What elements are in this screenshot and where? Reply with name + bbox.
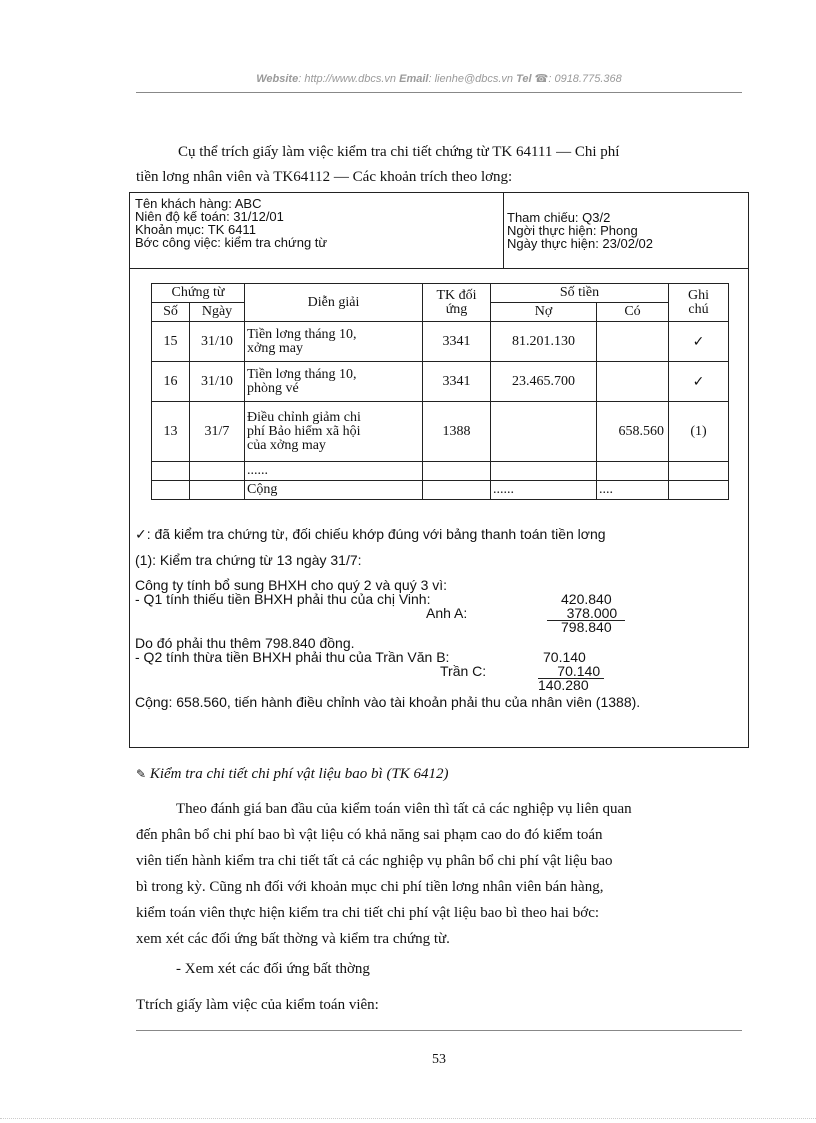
note-header-line-2: chú <box>688 301 709 317</box>
total-credit: .... <box>597 481 669 500</box>
section-title: Kiểm tra chi tiết chi phí vật liệu bao bì (TK 6412) <box>149 766 449 782</box>
row-description-line: xởng may <box>247 340 304 356</box>
table-row <box>152 362 729 402</box>
row-description-line: của xởng may <box>247 437 326 453</box>
client-name: Tên khách hàng: ABC <box>135 196 262 211</box>
debit-header: Nợ <box>491 303 597 322</box>
table-total-row <box>152 481 729 500</box>
q2-total: 140.280 <box>538 677 589 693</box>
reference: Tham chiếu: Q3/2 <box>507 210 611 225</box>
page-number: 53 <box>432 1052 446 1067</box>
q1-total: 798.840 <box>561 619 612 635</box>
row-date: 31/10 <box>190 362 245 402</box>
workpaper-right-info <box>507 211 653 250</box>
body-line-6: xem xét các đối ứng bất thờng và kiểm tra chứng từ. <box>136 931 450 947</box>
row-description <box>245 402 423 462</box>
q1-person-b: Anh A: <box>426 605 468 621</box>
row-number: 15 <box>152 322 190 362</box>
body-line-4: bì trong kỳ. Cũng nh đối với khoản mục chi phí tiền lơng nhân viên bán hàng, <box>136 879 604 895</box>
q1-line: - Q1 tính thiếu tiền BHXH phải thu của chị Vinh: <box>135 591 431 607</box>
row-date: 31/7 <box>190 402 245 462</box>
step-line: - Xem xét các đối ứng bất thờng <box>176 961 370 977</box>
row-description <box>245 322 423 362</box>
note-1: (1): Kiểm tra chứng từ 13 ngày 31/7: <box>135 552 362 568</box>
work-step: Bớc công việc: kiểm tra chứng từ <box>135 235 328 250</box>
account-header-line-1: TK đối <box>436 287 477 303</box>
row-description-line: phòng vé <box>247 380 299 396</box>
page-header <box>136 72 742 85</box>
description-header: Diễn giải <box>245 284 423 322</box>
number-header: Số <box>152 303 190 322</box>
email-value[interactable]: : lienhe@dbcs.vn <box>428 73 514 85</box>
table-ellipsis-row <box>152 462 729 481</box>
workpaper-header-divider <box>503 192 504 268</box>
row-number: 13 <box>152 402 190 462</box>
check-note <box>135 526 606 543</box>
q2-line: - Q2 tính thừa tiền BHXH phải thu của Trần Văn B: <box>135 649 450 665</box>
workpaper-header-separator <box>129 268 749 269</box>
row-debit: 81.201.130 <box>491 322 597 362</box>
check-icon: ✓ <box>669 322 729 362</box>
voucher-header: Chứng từ <box>152 284 245 303</box>
row-account: 3341 <box>423 362 491 402</box>
row-debit <box>491 402 597 462</box>
page-bottom-dots <box>0 1118 816 1119</box>
fiscal-year: Niên độ kế toán: 31/12/01 <box>135 209 284 224</box>
row-credit <box>597 322 669 362</box>
therefore-line: Do đó phải thu thêm 798.840 đồng. <box>135 635 355 651</box>
total-debit: ...... <box>491 481 597 500</box>
row-debit: 23.465.700 <box>491 362 597 402</box>
table-row <box>152 402 729 462</box>
ellipsis: ...... <box>245 462 423 481</box>
check-note-text: : đã kiểm tra chứng từ, đối chiếu khớp đúng với bảng thanh toán tiền lơng <box>146 526 606 542</box>
website-label: Website <box>256 73 299 85</box>
header-rule <box>136 92 742 93</box>
note-header-line-1: Ghi <box>688 287 709 303</box>
body-line-5: kiểm toán viên thực hiện kiểm tra chi tiết chi phí vật liệu bao bì theo hai bớc: <box>136 905 600 921</box>
body-line-2: đến phân bổ chi phí bao bì vật liệu có khả năng sai phạm cao do đó kiểm toán <box>136 827 603 843</box>
phone-icon: ☎ <box>534 73 549 85</box>
q2-value-1: 70.140 <box>543 649 586 665</box>
conclusion-line: Cộng: 658.560, tiến hành điều chỉnh vào tài khoản phải thu của nhân viên (1388). <box>135 694 641 710</box>
extract-line: Ttrích giấy làm việc của kiểm toán viên: <box>136 997 379 1013</box>
row-date: 31/10 <box>190 322 245 362</box>
table-header-row <box>152 284 729 303</box>
row-description-line: Điều chỉnh giảm chi <box>247 409 361 425</box>
q2-value-2-text: 70.140 <box>557 663 601 679</box>
note-header <box>669 284 729 322</box>
q1-value-1: 420.840 <box>561 591 612 607</box>
row-description-line: Tiền lơng tháng 10, <box>247 366 357 382</box>
amount-header: Số tiền <box>491 284 669 303</box>
row-description-line: phí Bảo hiểm xã hội <box>247 423 361 439</box>
website-url[interactable]: : http://www.dbcs.vn <box>298 73 397 85</box>
performed-date: Ngày thực hiện: 23/02/02 <box>507 236 654 251</box>
date-header: Ngày <box>190 303 245 322</box>
credit-header: Có <box>597 303 669 322</box>
q1-value-2-text: 378.000 <box>566 605 618 621</box>
account-item: Khoản mục: TK 6411 <box>135 222 256 237</box>
table-row <box>152 322 729 362</box>
check-icon: ✓ <box>669 362 729 402</box>
row-number: 16 <box>152 362 190 402</box>
row-description-line: Tiền lơng tháng 10, <box>247 326 357 342</box>
total-label: Cộng <box>245 481 423 500</box>
row-account: 3341 <box>423 322 491 362</box>
account-header <box>423 284 491 322</box>
email-label: Email <box>399 73 429 85</box>
intro-line-1: Cụ thể trích giấy làm việc kiểm tra chi tiết chứng từ TK 64111 — Chi phí <box>178 144 620 160</box>
tel-value: : 0918.775.368 <box>548 73 622 85</box>
footer-rule <box>136 1030 742 1031</box>
tel-label: Tel <box>516 73 532 85</box>
body-line-3: viên tiến hành kiểm tra chi tiết tất cả các nghiệp vụ phân bổ chi phí vật liệu bao <box>136 853 613 869</box>
voucher-table <box>151 283 729 500</box>
account-header-line-2: ứng <box>445 301 468 317</box>
body-line-1: Theo đánh giá ban đầu của kiểm toán viên thì tất cả các nghiệp vụ liên quan <box>176 801 632 817</box>
workpaper-left-info <box>135 197 327 249</box>
row-credit <box>597 362 669 402</box>
bhxh-explain: Công ty tính bổ sung BHXH cho quý 2 và quý 3 vì: <box>135 577 448 593</box>
section-heading <box>136 766 449 783</box>
performer: Ngời thực hiện: Phong <box>507 223 638 238</box>
row-credit: 658.560 <box>597 402 669 462</box>
check-icon: ✓ <box>135 527 147 543</box>
row-account: 1388 <box>423 402 491 462</box>
row-description <box>245 362 423 402</box>
q2-person-c: Trần C: <box>440 663 487 679</box>
row-note: (1) <box>669 402 729 462</box>
pen-icon: ✎ <box>136 767 147 781</box>
intro-line-2: tiền lơng nhân viên và TK64112 — Các khoản trích theo lơng: <box>136 169 513 185</box>
